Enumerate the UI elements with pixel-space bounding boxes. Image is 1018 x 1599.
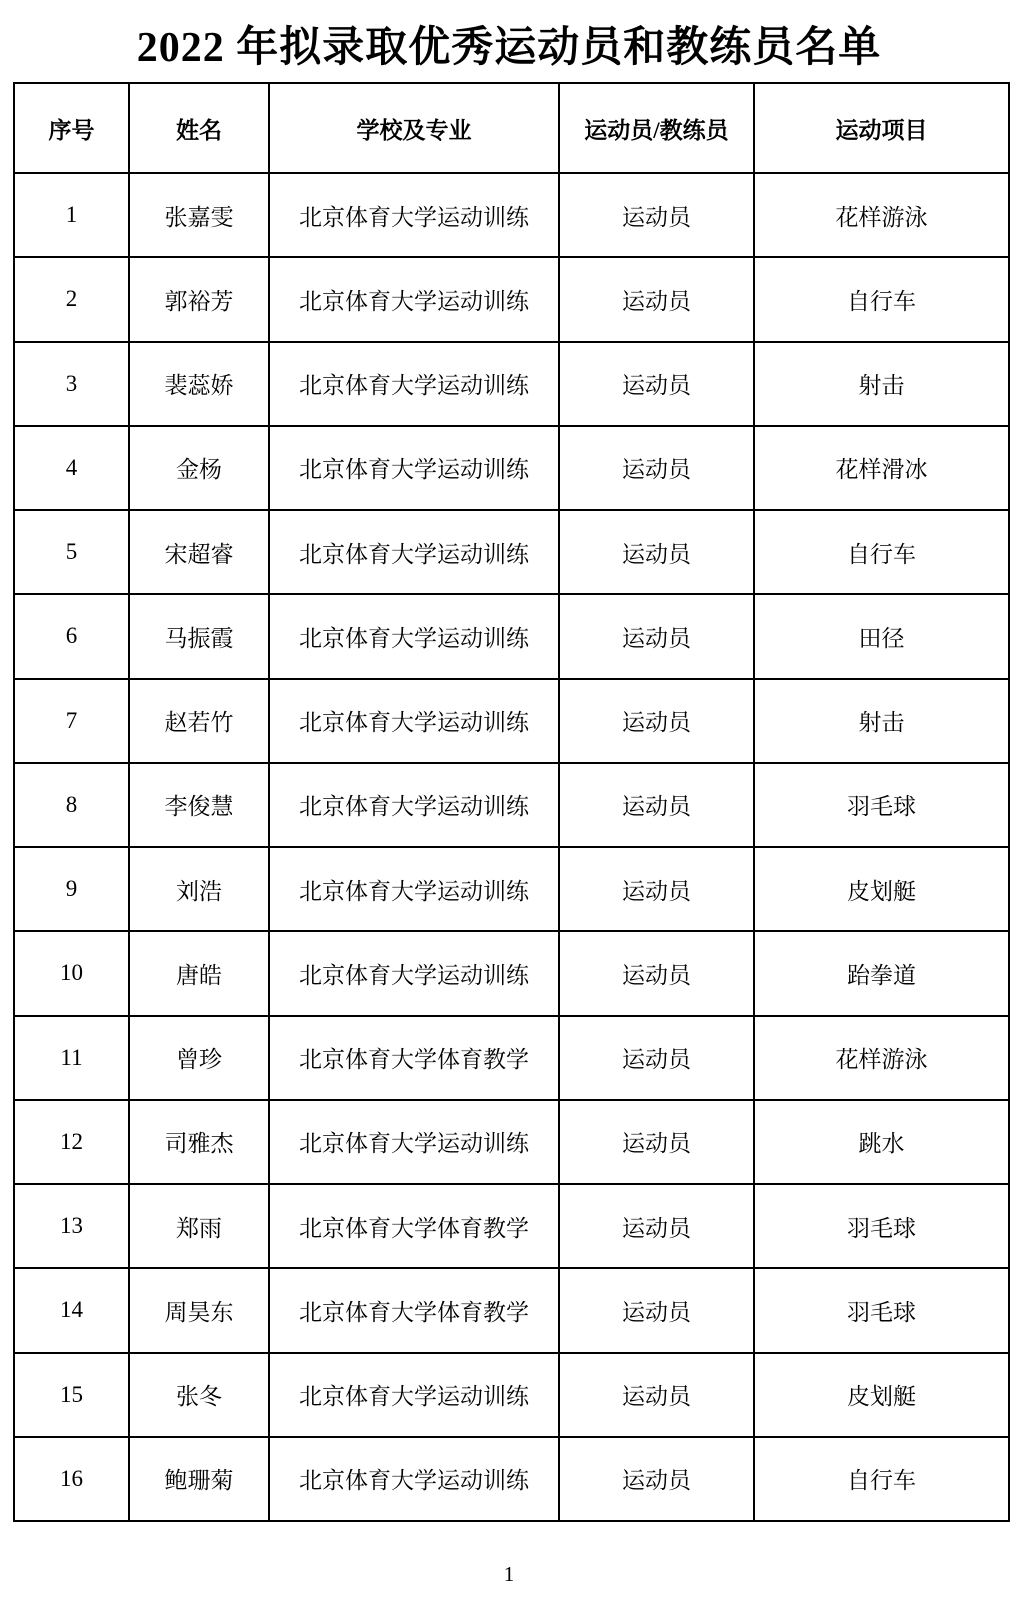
cell-role: 运动员 <box>559 1184 754 1268</box>
cell-role: 运动员 <box>559 847 754 931</box>
table-row <box>14 1016 1009 1100</box>
header-cell-no: 序号 <box>14 83 129 173</box>
cell-role: 运动员 <box>559 1100 754 1184</box>
cell-name: 郭裕芳 <box>129 257 269 341</box>
cell-sport: 射击 <box>754 679 1009 763</box>
cell-name: 裴蕊娇 <box>129 342 269 426</box>
table-header <box>14 83 1009 173</box>
cell-name: 张冬 <box>129 1353 269 1437</box>
cell-school: 北京体育大学运动训练 <box>269 173 559 257</box>
cell-role: 运动员 <box>559 1353 754 1437</box>
cell-no: 9 <box>14 847 129 931</box>
cell-name: 李俊慧 <box>129 763 269 847</box>
cell-no: 6 <box>14 594 129 678</box>
cell-school: 北京体育大学运动训练 <box>269 594 559 678</box>
cell-no: 13 <box>14 1184 129 1268</box>
cell-no: 7 <box>14 679 129 763</box>
cell-no: 12 <box>14 1100 129 1184</box>
cell-no: 15 <box>14 1353 129 1437</box>
table-row <box>14 173 1009 257</box>
cell-role: 运动员 <box>559 257 754 341</box>
cell-name: 赵若竹 <box>129 679 269 763</box>
cell-no: 1 <box>14 173 129 257</box>
cell-name: 张嘉雯 <box>129 173 269 257</box>
table-row <box>14 342 1009 426</box>
table-body <box>14 173 1009 1521</box>
header-cell-role: 运动员/教练员 <box>559 83 754 173</box>
cell-name: 曾珍 <box>129 1016 269 1100</box>
cell-role: 运动员 <box>559 342 754 426</box>
cell-sport: 花样滑冰 <box>754 426 1009 510</box>
header-cell-sport: 运动项目 <box>754 83 1009 173</box>
table-row <box>14 1353 1009 1437</box>
cell-role: 运动员 <box>559 173 754 257</box>
table-row <box>14 847 1009 931</box>
cell-name: 司雅杰 <box>129 1100 269 1184</box>
table-row <box>14 763 1009 847</box>
cell-school: 北京体育大学运动训练 <box>269 510 559 594</box>
cell-role: 运动员 <box>559 510 754 594</box>
cell-role: 运动员 <box>559 679 754 763</box>
cell-sport: 皮划艇 <box>754 1353 1009 1437</box>
cell-school: 北京体育大学体育教学 <box>269 1268 559 1352</box>
cell-no: 2 <box>14 257 129 341</box>
cell-no: 5 <box>14 510 129 594</box>
table-row <box>14 679 1009 763</box>
cell-name: 金杨 <box>129 426 269 510</box>
cell-school: 北京体育大学运动训练 <box>269 931 559 1015</box>
cell-no: 11 <box>14 1016 129 1100</box>
cell-school: 北京体育大学运动训练 <box>269 1353 559 1437</box>
cell-no: 8 <box>14 763 129 847</box>
cell-no: 10 <box>14 931 129 1015</box>
table-row <box>14 1184 1009 1268</box>
cell-sport: 羽毛球 <box>754 1184 1009 1268</box>
cell-sport: 花样游泳 <box>754 1016 1009 1100</box>
cell-sport: 自行车 <box>754 510 1009 594</box>
cell-no: 14 <box>14 1268 129 1352</box>
cell-name: 鲍珊菊 <box>129 1437 269 1521</box>
header-row <box>14 83 1009 173</box>
table-row <box>14 931 1009 1015</box>
athlete-roster-table <box>13 82 1010 1522</box>
table-row <box>14 1268 1009 1352</box>
cell-school: 北京体育大学运动训练 <box>269 342 559 426</box>
cell-school: 北京体育大学运动训练 <box>269 1100 559 1184</box>
cell-no: 3 <box>14 342 129 426</box>
table-row <box>14 1100 1009 1184</box>
cell-school: 北京体育大学体育教学 <box>269 1184 559 1268</box>
page-number: 1 <box>503 1562 515 1586</box>
cell-name: 唐皓 <box>129 931 269 1015</box>
table-row <box>14 510 1009 594</box>
cell-role: 运动员 <box>559 1016 754 1100</box>
cell-no: 16 <box>14 1437 129 1521</box>
cell-school: 北京体育大学体育教学 <box>269 1016 559 1100</box>
page-title: 2022 年拟录取优秀运动员和教练员名单 <box>136 25 882 71</box>
cell-school: 北京体育大学运动训练 <box>269 1437 559 1521</box>
cell-sport: 跆拳道 <box>754 931 1009 1015</box>
cell-sport: 花样游泳 <box>754 173 1009 257</box>
cell-school: 北京体育大学运动训练 <box>269 679 559 763</box>
cell-name: 周昊东 <box>129 1268 269 1352</box>
cell-sport: 皮划艇 <box>754 847 1009 931</box>
table-row <box>14 257 1009 341</box>
cell-sport: 羽毛球 <box>754 1268 1009 1352</box>
cell-role: 运动员 <box>559 1437 754 1521</box>
cell-name: 郑雨 <box>129 1184 269 1268</box>
cell-name: 刘浩 <box>129 847 269 931</box>
cell-role: 运动员 <box>559 1268 754 1352</box>
header-cell-school: 学校及专业 <box>269 83 559 173</box>
cell-school: 北京体育大学运动训练 <box>269 763 559 847</box>
cell-sport: 田径 <box>754 594 1009 678</box>
cell-role: 运动员 <box>559 763 754 847</box>
cell-school: 北京体育大学运动训练 <box>269 257 559 341</box>
cell-sport: 跳水 <box>754 1100 1009 1184</box>
cell-sport: 自行车 <box>754 257 1009 341</box>
cell-role: 运动员 <box>559 931 754 1015</box>
cell-sport: 自行车 <box>754 1437 1009 1521</box>
table-row <box>14 594 1009 678</box>
cell-role: 运动员 <box>559 426 754 510</box>
cell-name: 马振霞 <box>129 594 269 678</box>
table-row <box>14 1437 1009 1521</box>
header-cell-name: 姓名 <box>129 83 269 173</box>
cell-name: 宋超睿 <box>129 510 269 594</box>
cell-role: 运动员 <box>559 594 754 678</box>
cell-sport: 射击 <box>754 342 1009 426</box>
cell-sport: 羽毛球 <box>754 763 1009 847</box>
cell-no: 4 <box>14 426 129 510</box>
table-row <box>14 426 1009 510</box>
cell-school: 北京体育大学运动训练 <box>269 847 559 931</box>
cell-school: 北京体育大学运动训练 <box>269 426 559 510</box>
